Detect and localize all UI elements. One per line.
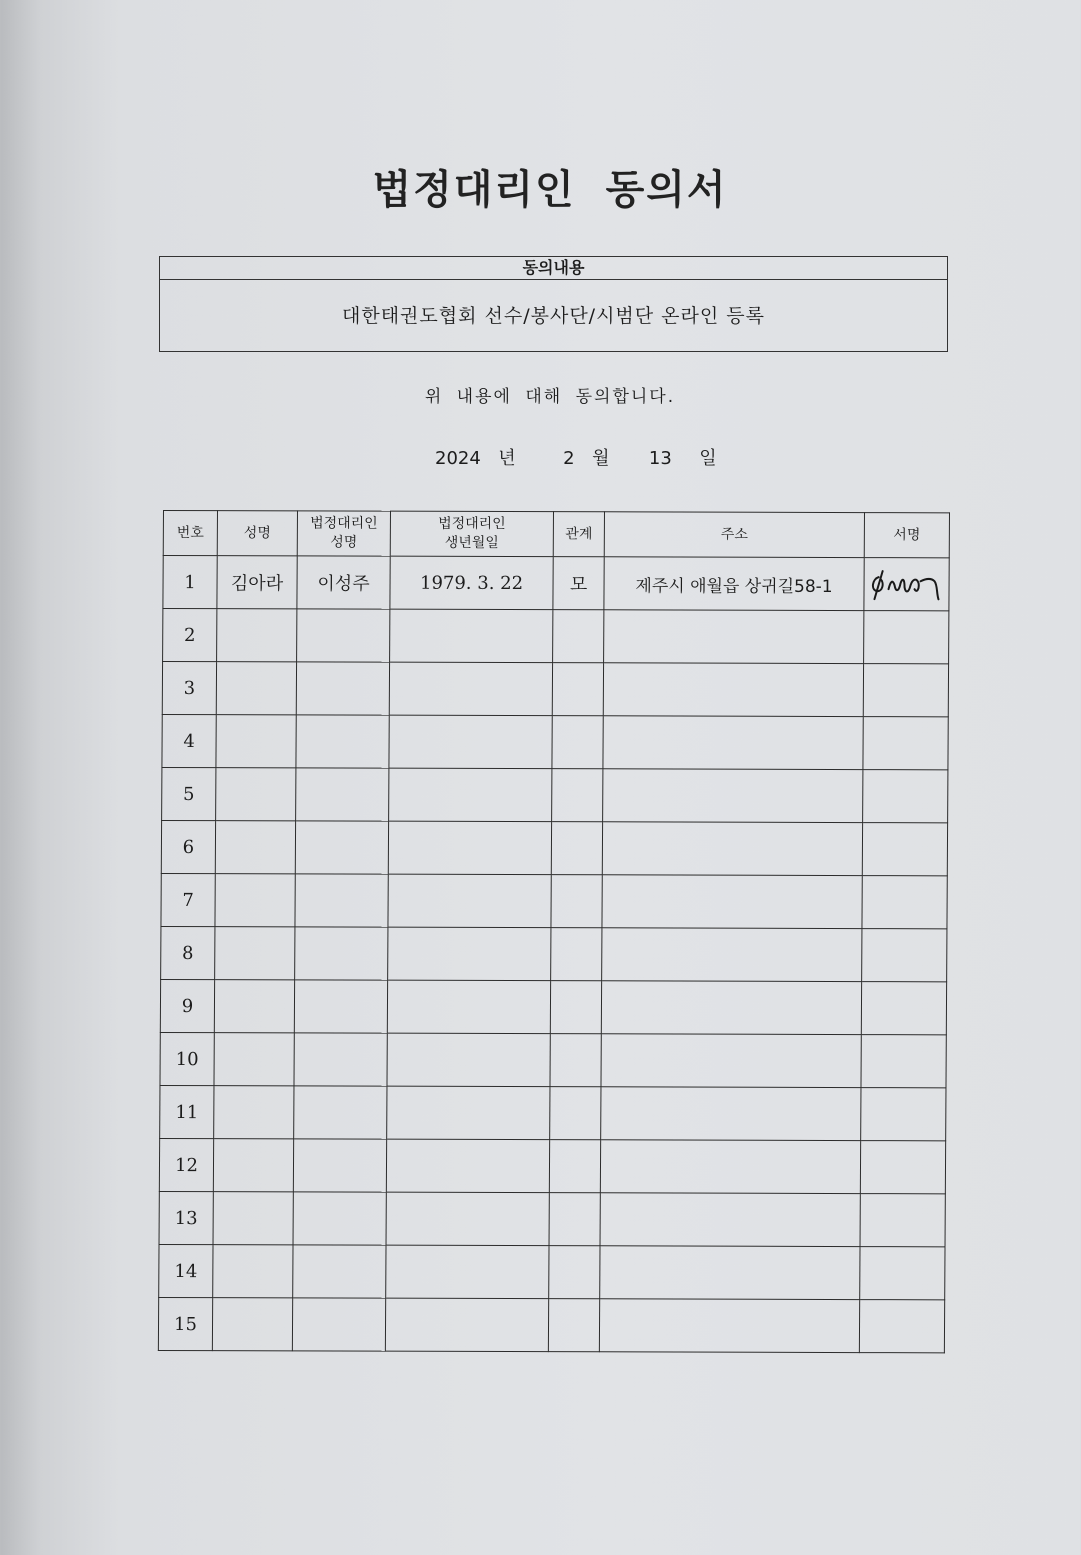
handwritten-signature xyxy=(864,559,948,609)
cell-name xyxy=(212,1298,292,1351)
table-header-row xyxy=(163,511,949,558)
cell-guardian-name xyxy=(294,1033,387,1086)
cell-guardian-name xyxy=(293,1245,386,1298)
cell-signature xyxy=(862,929,947,982)
cell-name xyxy=(215,874,295,927)
cell-number: 9 xyxy=(160,979,214,1032)
cell-name xyxy=(214,980,294,1033)
cell-relation xyxy=(549,1193,600,1246)
cell-signature xyxy=(861,1035,946,1088)
cell-signature xyxy=(862,823,947,876)
cell-address xyxy=(603,716,863,770)
cell-number: 8 xyxy=(161,926,215,979)
cell-guardian-name xyxy=(293,1192,386,1245)
table-row xyxy=(161,873,947,928)
cell-guardian-birth xyxy=(387,980,550,1033)
header-guardian-name: 법정대리인 성명 xyxy=(297,511,390,556)
cell-relation xyxy=(552,769,603,822)
cell-guardian-name xyxy=(293,1139,386,1192)
cell-guardian-birth: 1979. 3. 22 xyxy=(390,556,553,609)
table-body xyxy=(158,556,949,1353)
cell-signature xyxy=(862,876,947,929)
document-title: 법정대리인 동의서 xyxy=(372,167,728,213)
cell-name xyxy=(213,1139,293,1192)
cell-guardian-name xyxy=(296,662,389,715)
cell-guardian-name xyxy=(296,715,389,768)
consent-box xyxy=(159,256,948,352)
cell-guardian-name xyxy=(296,768,389,821)
cell-relation xyxy=(552,716,603,769)
cell-guardian-birth xyxy=(388,821,551,874)
cell-signature xyxy=(864,611,949,664)
table-row xyxy=(162,714,948,769)
cell-guardian-name: 이성주 xyxy=(297,556,390,609)
cell-guardian-birth xyxy=(386,1139,549,1192)
cell-relation xyxy=(549,1140,600,1193)
cell-address xyxy=(602,928,862,982)
cell-address xyxy=(601,1087,861,1141)
cell-relation xyxy=(551,822,602,875)
cell-number: 15 xyxy=(158,1297,212,1350)
header-number: 번호 xyxy=(163,511,217,556)
cell-guardian-name xyxy=(295,874,388,927)
cell-signature xyxy=(861,1088,946,1141)
cell-relation xyxy=(550,981,601,1034)
cell-signature xyxy=(863,770,948,823)
cell-number: 14 xyxy=(159,1244,213,1297)
cell-number: 7 xyxy=(161,873,215,926)
cell-guardian-name xyxy=(294,980,387,1033)
cell-name xyxy=(215,927,295,980)
table-row xyxy=(159,1244,945,1299)
cell-name: 김아라 xyxy=(217,556,297,609)
consent-body: 대한태권도협회 선수/봉사단/시범단 온라인 등록 xyxy=(341,305,765,327)
cell-guardian-birth xyxy=(389,768,552,821)
cell-signature xyxy=(860,1194,945,1247)
cell-number: 6 xyxy=(161,820,215,873)
header-signature: 서명 xyxy=(864,513,949,558)
header-guardian-birth: 법정대리인 생년월일 xyxy=(390,511,553,556)
consent-header: 동의내용 xyxy=(160,257,947,280)
header-name: 성명 xyxy=(217,511,297,556)
cell-signature xyxy=(860,1141,945,1194)
cell-number: 13 xyxy=(159,1191,213,1244)
cell-guardian-name xyxy=(295,821,388,874)
cell-relation xyxy=(548,1299,599,1352)
cell-number: 1 xyxy=(163,556,217,609)
cell-address xyxy=(602,822,862,876)
cell-guardian-birth xyxy=(388,927,551,980)
cell-number: 10 xyxy=(160,1032,214,1085)
cell-guardian-birth xyxy=(389,662,552,715)
cell-guardian-birth xyxy=(387,1033,550,1086)
cell-guardian-birth xyxy=(389,715,552,768)
cell-relation xyxy=(550,1034,601,1087)
cell-signature xyxy=(859,1300,944,1353)
cell-address xyxy=(599,1299,859,1353)
cell-address xyxy=(603,663,863,717)
table-row xyxy=(163,556,949,611)
cell-address xyxy=(600,1246,860,1300)
cell-number: 4 xyxy=(162,714,216,767)
header-relation: 관계 xyxy=(553,512,604,557)
cell-guardian-birth xyxy=(386,1245,549,1298)
table-row xyxy=(161,926,947,981)
cell-address xyxy=(601,1034,861,1088)
cell-name xyxy=(216,768,296,821)
cell-guardian-birth xyxy=(385,1298,548,1351)
consent-date xyxy=(435,444,717,470)
table-row xyxy=(159,1138,945,1193)
cell-guardian-birth xyxy=(390,609,553,662)
cell-address xyxy=(601,981,861,1035)
cell-number: 5 xyxy=(162,767,216,820)
cell-address xyxy=(603,769,863,823)
table-row xyxy=(161,820,947,875)
table-row xyxy=(162,767,948,822)
cell-guardian-name xyxy=(294,1086,387,1139)
cell-name xyxy=(213,1192,293,1245)
cell-address xyxy=(604,610,864,664)
cell-address xyxy=(602,875,862,929)
table-row xyxy=(160,1032,946,1087)
cell-name xyxy=(214,1033,294,1086)
cell-number: 2 xyxy=(163,608,217,661)
table-row xyxy=(162,661,948,716)
cell-relation xyxy=(552,663,603,716)
cell-signature xyxy=(861,982,946,1035)
cell-relation xyxy=(550,1087,601,1140)
cell-address xyxy=(600,1140,860,1194)
cell-address: 제주시 애월읍 상귀길58-1 xyxy=(604,557,864,611)
cell-number: 3 xyxy=(162,661,216,714)
cell-guardian-birth xyxy=(386,1192,549,1245)
cell-address xyxy=(600,1193,860,1247)
cell-signature xyxy=(863,717,948,770)
table-row xyxy=(159,1191,945,1246)
cell-relation xyxy=(551,875,602,928)
guardian-table xyxy=(158,510,950,1353)
date-day: 13 xyxy=(648,448,672,469)
cell-relation xyxy=(553,610,604,663)
cell-relation: 모 xyxy=(553,557,604,610)
cell-guardian-name xyxy=(295,927,388,980)
header-address: 주소 xyxy=(604,512,864,558)
date-month: 2 xyxy=(563,448,575,469)
cell-name xyxy=(214,1086,294,1139)
table-row xyxy=(160,1085,946,1140)
table-row xyxy=(160,979,946,1034)
table-row xyxy=(158,1297,944,1352)
cell-relation xyxy=(551,928,602,981)
date-year-unit: 년 xyxy=(498,448,516,469)
date-month-unit: 월 xyxy=(592,448,610,469)
agree-statement: 위 내용에 대해 동의합니다. xyxy=(424,387,676,407)
cell-name xyxy=(216,715,296,768)
cell-guardian-birth xyxy=(387,1086,550,1139)
cell-relation xyxy=(549,1246,600,1299)
cell-guardian-name xyxy=(292,1298,385,1351)
cell-name xyxy=(215,821,295,874)
cell-guardian-birth xyxy=(388,874,551,927)
date-year: 2024 xyxy=(435,448,481,469)
cell-name xyxy=(213,1245,293,1298)
date-day-unit: 일 xyxy=(699,448,717,469)
cell-number: 12 xyxy=(159,1138,213,1191)
cell-signature xyxy=(860,1247,945,1300)
cell-number: 11 xyxy=(160,1085,214,1138)
table-row xyxy=(163,608,949,663)
cell-signature xyxy=(864,558,949,611)
cell-name xyxy=(217,609,297,662)
cell-guardian-name xyxy=(297,609,390,662)
cell-signature xyxy=(863,664,948,717)
cell-name xyxy=(216,662,296,715)
